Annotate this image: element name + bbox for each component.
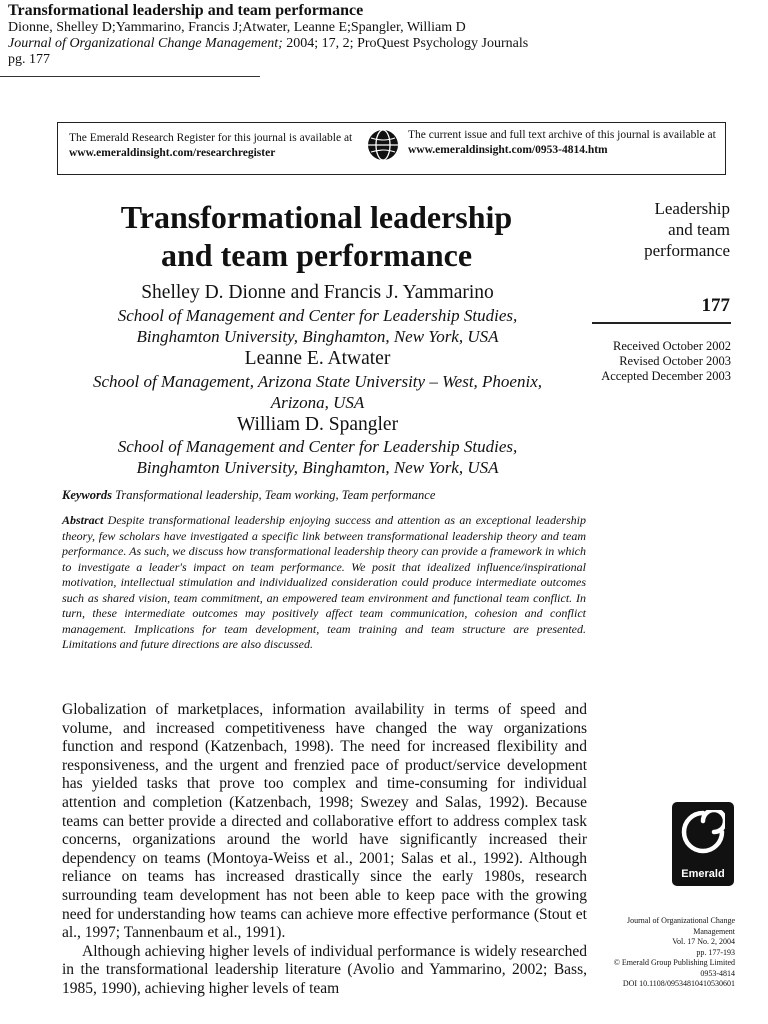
issn: 0953-4814 <box>700 968 735 978</box>
archive-text: The current issue and full text archive of this journal is available at <box>408 129 716 141</box>
article-title-line: and team performance <box>160 237 473 273</box>
abstract-text: Despite transformational leadership enjoying success and attention as an exceptional leadership theory, few scholars have investigated a specific link between transformational leadership theory and team performance. As such, we discuss how transformational leadership theory can provide a framework in which to investigate a leader's impact on team performance. We posit that idealized influence/inspirational motivation, intellectual stimulation and individualized consideration could produce intermediate outcomes such as shared vision, team commitment, an empowered team environment and functional team conflict. In turn, these intermediate outcomes may positively affect team communication, cohesion and conflict management. Implications for team development, team training and team structure are presented. Limitations and future directions are also discussed. <box>62 513 586 651</box>
sidebar-divider <box>592 322 731 324</box>
affiliation-line: School of Management and Center for Leadership Studies, <box>117 437 518 456</box>
running-title-line: performance <box>644 241 730 260</box>
register-notice-left <box>69 131 352 161</box>
citation-details: 2004; 17, 2; ProQuest Psychology Journals <box>282 36 529 51</box>
author-line: Shelley D. Dionne and Francis J. Yammarino <box>141 282 494 303</box>
journal-info-line: Journal of Organizational Change <box>626 916 735 925</box>
document-citation <box>8 36 528 52</box>
received-date: Received October 2002 <box>612 339 731 353</box>
document-authors: Dionne, Shelley D;Yammarino, Francis J;Atwater, Leanne E;Spangler, William D <box>8 20 466 35</box>
body-paragraph: Globalization of marketplaces, information availability in terms of speed and volume, and increased competitiveness have changed the way organizations function and respond (Katzenbach, 1998). The need for increased flexibility and responsiveness, and the urgent and frenzied pace of product/service development has yielded tasks that prove too complex and time-consuming for individual attention and completion (Katzenbach, 1998; Swezey and Salas, 1992). Because teams can better provide a directed and collaborative effort to address complex task concerns, organizations around the world have significantly increased their dependency on teams (Montoya-Weiss et al., 2001; Salas et al., 1992). Although reliance on teams has increased drastically since the early 1980s, research surrounding team development has not been able to keep pace with the growing need for understanding how teams can achieve more effective performance (Stout et al., 1997; Tannenbaum et al., 1991). <box>62 701 587 942</box>
affiliation-line: Binghamton University, Binghamton, New York, USA <box>136 327 499 346</box>
document-title: Transformational leadership and team performance <box>8 2 364 19</box>
affiliation-line: School of Management, Arizona State University – West, Phoenix, <box>92 372 542 391</box>
page-number: 177 <box>701 295 730 316</box>
affiliation-line: Binghamton University, Binghamton, New York, USA <box>136 458 499 477</box>
archive-url[interactable]: www.emeraldinsight.com/0953-4814.htm <box>408 144 608 156</box>
running-title <box>590 198 730 261</box>
document-page: pg. 177 <box>8 52 50 67</box>
affiliation <box>62 305 573 347</box>
article-title-line: Transformational leadership <box>120 199 513 235</box>
journal-info <box>580 916 735 990</box>
accepted-date: Accepted December 2003 <box>601 369 731 383</box>
affiliation-line: Arizona, USA <box>270 393 365 412</box>
affiliation-line: School of Management and Center for Leadership Studies, <box>117 306 518 325</box>
journal-pages: pp. 177-193 <box>696 947 735 957</box>
header-divider <box>0 76 260 77</box>
register-text: The Emerald Research Register for this journal is available at <box>69 132 353 144</box>
journal-volume: Vol. 17 No. 2, 2004 <box>672 937 735 946</box>
running-title-line: and team <box>668 220 730 239</box>
running-title-line: Leadership <box>654 199 730 218</box>
article-title <box>64 198 569 274</box>
register-url[interactable]: www.emeraldinsight.com/researchregister <box>69 147 276 159</box>
revised-date: Revised October 2003 <box>619 354 731 368</box>
keywords-text: Transformational leadership, Team working, Team performance <box>115 488 436 502</box>
abstract <box>62 513 586 653</box>
journal-info-line: Management <box>693 926 735 936</box>
body-paragraph: Although achieving higher levels of individual performance is widely researched in the transformational leadership literature (Avolio and Yammarino, 2002; Bass, 1985, 1990), achieving higher levels of team <box>62 942 587 997</box>
affiliation <box>62 436 573 478</box>
register-notice-right <box>408 128 716 158</box>
journal-name: Journal of Organizational Change Management; <box>8 36 283 51</box>
emerald-logo <box>672 802 734 886</box>
article-dates <box>580 339 731 384</box>
logo-label: Emerald <box>681 868 725 880</box>
body-text <box>62 701 587 999</box>
author-line: William D. Spangler <box>236 414 399 435</box>
affiliation <box>62 371 573 413</box>
emerald-swirl-icon <box>681 810 725 856</box>
keywords <box>62 488 435 503</box>
abstract-label: Abstract <box>62 513 104 527</box>
author-line: Leanne E. Atwater <box>244 348 391 369</box>
copyright: © Emerald Group Publishing Limited <box>613 958 735 967</box>
globe-icon <box>367 129 399 161</box>
keywords-label: Keywords <box>62 488 112 502</box>
doi[interactable]: DOI 10.1108/09534810410530601 <box>622 979 735 988</box>
